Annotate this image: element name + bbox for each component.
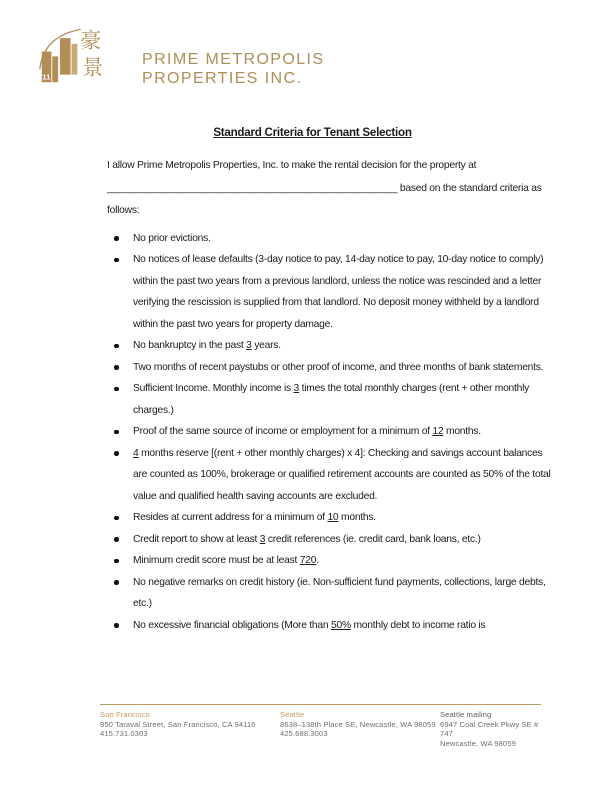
chinese-character-bottom: 景 <box>82 54 104 80</box>
footer-office-name: Seattle <box>280 710 305 719</box>
criteria-text: times the total monthly charges (rent + other monthly charges.) <box>133 383 530 416</box>
criteria-item <box>107 443 552 508</box>
document-content <box>107 126 552 636</box>
company-header <box>36 24 324 106</box>
footer-office-line: Newcastle, WA 98059 <box>440 738 516 748</box>
criteria-item <box>107 335 552 357</box>
footer-office-line: 950 Taraval Street, San Francisco, CA 94116 <box>100 719 256 729</box>
criteria-text: Sufficient Income. Monthly income is <box>133 383 294 394</box>
criteria-text: No bankruptcy in the past <box>133 340 247 351</box>
property-address-blank: _____________________________________________________ <box>107 182 398 194</box>
criteria-item <box>107 249 552 335</box>
document-title: Standard Criteria for Tenant Selection <box>213 126 412 139</box>
footer-office <box>100 710 280 748</box>
footer-office-name: San Francisco <box>100 710 150 719</box>
criteria-text: Resides at current address for a minimum of <box>133 512 328 523</box>
criteria-underlined-value: 3 <box>293 383 300 394</box>
company-name <box>142 50 324 88</box>
criteria-text: Two months of recent paystubs or other proof of income, and three months of bank statements. <box>133 361 544 373</box>
intro-text-after: based on the standard criteria as follows: <box>107 182 542 216</box>
buildings-icon <box>42 38 78 82</box>
criteria-text: years. <box>251 340 281 351</box>
criteria-text: months. <box>338 512 376 523</box>
criteria-item <box>107 378 552 421</box>
criteria-item <box>107 529 552 551</box>
criteria-item <box>107 507 552 529</box>
criteria-item <box>107 550 552 572</box>
footer-office-line: 425.688.3003 <box>280 729 328 739</box>
company-name-line2: PROPERTIES INC. <box>142 70 303 87</box>
footer-office-name: Seattle mailing <box>440 710 492 719</box>
criteria-underlined-value: 3 <box>259 533 266 545</box>
criteria-text: No prior evictions. <box>133 232 211 244</box>
criteria-text: Proof of the same source of income or employment for a minimum of <box>133 426 433 437</box>
criteria-text: . <box>316 555 319 566</box>
criteria-text: months. <box>443 426 481 437</box>
criteria-text: No notices of lease defaults (3-day notice to pay, 14-day notice to pay, 10-day notice to comply) within the past two years from a previous landlord, unless the notice was rescinded and a letter verifying the rescission is supplied from that landlord. No deposit money withheld by a landlord within the past two years for property damage. <box>133 254 544 330</box>
page-footer <box>100 704 541 748</box>
intro-paragraph <box>107 155 552 223</box>
criteria-item <box>107 228 552 250</box>
criteria-text: No excessive financial obligations (More than <box>133 619 331 631</box>
company-name-line1: PRIME METROPOLIS <box>142 51 325 68</box>
criteria-item <box>107 615 552 637</box>
criteria-item <box>107 572 552 615</box>
criteria-item <box>107 357 552 379</box>
criteria-text: credit references (ie. credit card, bank loans, etc.) <box>265 533 481 545</box>
criteria-underlined-value: 12 <box>432 426 444 437</box>
criteria-underlined-value: 4 <box>133 447 139 459</box>
footer-office <box>280 710 440 748</box>
chinese-character-top: 豪 <box>80 27 102 53</box>
criteria-item <box>107 421 552 443</box>
footer-office-line: 6947 Coal Creek Pkwy SE # 747 <box>440 719 539 739</box>
building-number: 11 <box>42 72 51 82</box>
footer-office <box>440 710 541 748</box>
criteria-text: Credit report to show at least <box>133 533 260 545</box>
criteria-text: months reserve [(rent + other monthly charges) x 4]: Checking and savings account balances are counted as 100%, brokerage or qualified retirement accounts are counted as 50% of the total value and qualified health saving accounts are excluded. <box>133 447 551 502</box>
criteria-list <box>107 228 552 637</box>
criteria-text: No negative remarks on credit history (ie. Non-sufficient fund payments, collections, large debts, etc.) <box>133 576 546 609</box>
criteria-text: Minimum credit score must be at least <box>133 555 300 566</box>
footer-office-line: 8638–138th Place SE, Newcastle, WA 98059 <box>280 719 436 729</box>
footer-office-line: 415.731.0303 <box>100 729 148 739</box>
criteria-underlined-value: 10 <box>327 512 339 523</box>
criteria-underlined-value: 3 <box>246 340 252 351</box>
criteria-text: monthly debt to income ratio is <box>350 619 486 631</box>
criteria-underlined-value: 50% <box>330 619 351 631</box>
criteria-underlined-value: 720 <box>299 555 317 566</box>
intro-text-before: I allow Prime Metropolis Properties, Inc. to make the rental decision for the property at <box>107 160 477 171</box>
company-logo-icon <box>36 24 132 106</box>
